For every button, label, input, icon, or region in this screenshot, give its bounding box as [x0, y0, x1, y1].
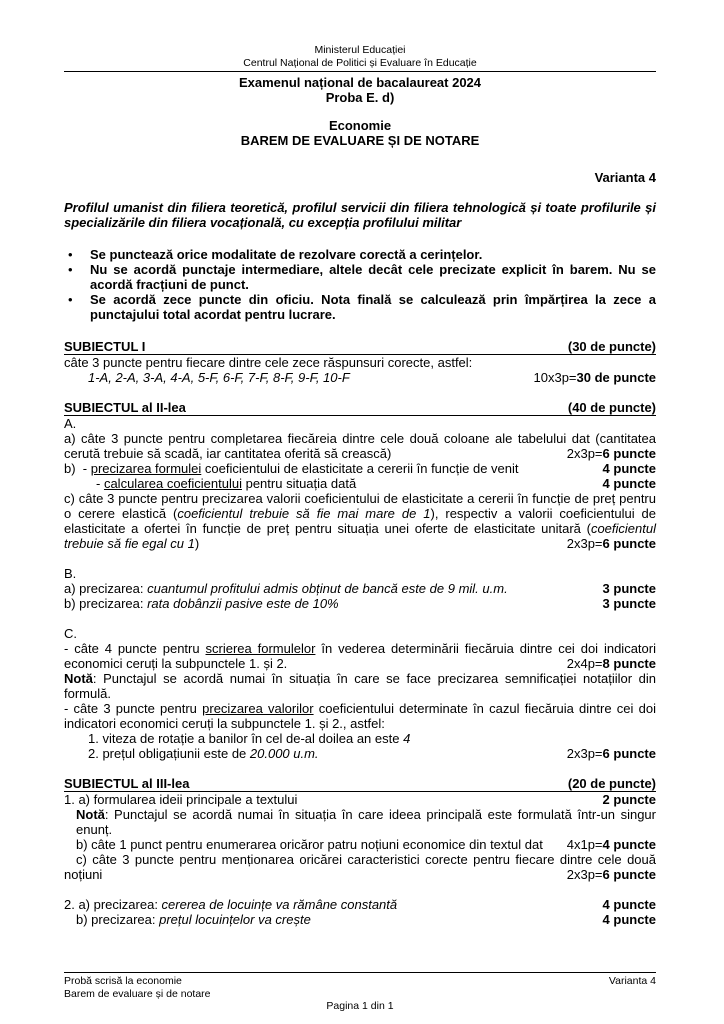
part-a-item-c-score: 2x3p=6 puncte	[566, 536, 656, 551]
section-1-heading	[64, 339, 656, 355]
section-1-points: (30 de puncte)	[567, 339, 656, 354]
part-c-label: C.	[64, 626, 77, 641]
q2b-row: b) precizarea: prețul locuințelor va crește 4 puncte	[76, 912, 656, 927]
variant-label: Varianta 4	[594, 170, 656, 185]
footer-divider	[64, 972, 656, 973]
part-c-values: - câte 3 puncte pentru precizarea valorilor coeficientului determinate în cazul fiecăruia dintre cei doi indicatori economici ceruți la subpunctele 1. și 2., astfel:	[64, 701, 656, 731]
rule-item: • Se punctează orice modalitate de rezolvare corectă a cerințelor.	[64, 247, 656, 262]
section-1-intro: câte 3 puncte pentru fiecare dintre cele zece răspunsuri corecte, astfel:	[64, 355, 473, 370]
part-a-item-c: c) câte 3 puncte pentru precizarea valorii coeficientului de elasticitate a cererii în funcție de preț pentru o cerere elastică (coeficientul trebuie să fie mai mare de 1), respectiv a valorii coeficientului de elasticitate a ofertei în funcție de preț pentru situația unei oferte de elasticitate unitară (coeficientul trebuie să fie egal cu 1) 2x3p=6 puncte	[64, 491, 656, 551]
page-number: Pagina 1 din 1	[326, 1000, 394, 1012]
rules-list	[64, 247, 656, 322]
section-3-points: (20 de puncte)	[567, 776, 656, 791]
center-name: Centrul Național de Politici și Evaluare în Educație	[243, 57, 477, 69]
profile-statement: Profilul umanist din filiera teoretică, profilul servicii din filiera tehnologică și toate profilurile și specializările din filiera vocațională, cu excepția profilului militar	[64, 200, 656, 230]
header-divider	[64, 71, 656, 72]
rule-item: • Nu se acordă punctaje intermediare, altele decât cele precizate explicit în barem. Nu se acordă fracțiuni de punct.	[64, 262, 656, 292]
part-a-item-b1: b) - precizarea formulei coeficientului de elasticitate a cererii în funcție de venit 4 puncte	[64, 461, 656, 476]
part-b-item-b: b) precizarea: rata dobânzii pasive este de 10% 3 puncte	[64, 596, 656, 611]
part-b-item-a: a) precizarea: cuantumul profitului admis obținut de bancă este de 9 mil. u.m. 3 puncte	[64, 581, 656, 596]
page-footer	[64, 972, 656, 1001]
section-3-title: SUBIECTUL al III-lea	[64, 776, 190, 791]
part-b-label: B.	[64, 566, 77, 581]
footer-variant: Varianta 4	[608, 975, 656, 987]
part-c-value-1: 1. viteza de rotație a banilor în cel de-al doilea an este 4	[88, 731, 411, 746]
q1-note: Notă: Punctajul se acordă numai în situația în care ideea principală este formulată într-un singur enunț.	[76, 807, 656, 837]
exam-title: Examenul național de bacalaureat 2024	[238, 75, 482, 90]
part-a-item-a-score: 2x3p=6 puncte	[566, 446, 656, 461]
document-title: BAREM DE EVALUARE ȘI DE NOTARE	[240, 133, 480, 148]
section-2-points: (40 de puncte)	[567, 400, 656, 415]
proba-title: Proba E. d)	[325, 90, 395, 105]
footer-doc: Barem de evaluare și de notare	[64, 988, 211, 1000]
part-c-note: Notă: Punctajul se acordă numai în situația în care se face precizarea semnificației notațiilor din formulă.	[64, 671, 656, 701]
part-a-item-a: a) câte 3 puncte pentru completarea fiecăreia dintre cele două coloane ale tabelului dat (cantitatea cerută trebuie să scadă, iar cantitatea oferită să crească) 2x3p=6 puncte	[64, 431, 656, 461]
part-c-value-2: 2. prețul obligațiunii este de 20.000 u.m. 2x3p=6 puncte	[88, 746, 656, 761]
document-page	[64, 0, 656, 927]
part-c-formulas: - câte 4 puncte pentru scrierea formulelor în vederea determinării fiecăruia dintre cei doi indicatori economici ceruți la subpunctele 1. și 2. 2x4p=8 puncte	[64, 641, 656, 671]
section-1-title: SUBIECTUL I	[64, 339, 146, 354]
q2a-row: 2. a) precizarea: cererea de locuințe va rămâne constantă 4 puncte	[64, 897, 656, 912]
rule-item: • Se acordă zece puncte din oficiu. Nota finală se calculează prin împărțirea la zece a punctajului total acordat pentru lucrare.	[64, 292, 656, 322]
part-a-item-b2: - calcularea coeficientului pentru situația dată 4 puncte	[96, 476, 656, 491]
section-1-score: 10x3p=30 de puncte	[533, 370, 656, 385]
part-c-formulas-score: 2x4p=8 puncte	[566, 656, 656, 671]
subject-title: Economie	[328, 118, 392, 133]
section-2-heading	[64, 400, 656, 416]
section-1-answers-row	[64, 370, 656, 385]
ministry-name: Ministerul Educației	[314, 44, 406, 56]
q1b-row: b) câte 1 punct pentru enumerarea oricăror patru noțiuni economice din textul dat 4x1p=4 puncte	[76, 837, 656, 852]
q1a-row: 1. a) formularea ideii principale a textului 2 puncte	[64, 792, 656, 807]
footer-exam: Probă scrisă la economie	[64, 975, 182, 987]
part-a-label: A.	[64, 416, 77, 431]
section-3-heading	[64, 776, 656, 792]
q1c-row: c) câte 3 puncte pentru menționarea oricărei caracteristici corecte pentru fiecare dintre cele două noțiuni 2x3p=6 puncte	[64, 852, 656, 882]
section-2-title: SUBIECTUL al II-lea	[64, 400, 186, 415]
section-1-answers: 1-A, 2-A, 3-A, 4-A, 5-F, 6-F, 7-F, 8-F, 9-F, 10-F	[88, 370, 350, 385]
